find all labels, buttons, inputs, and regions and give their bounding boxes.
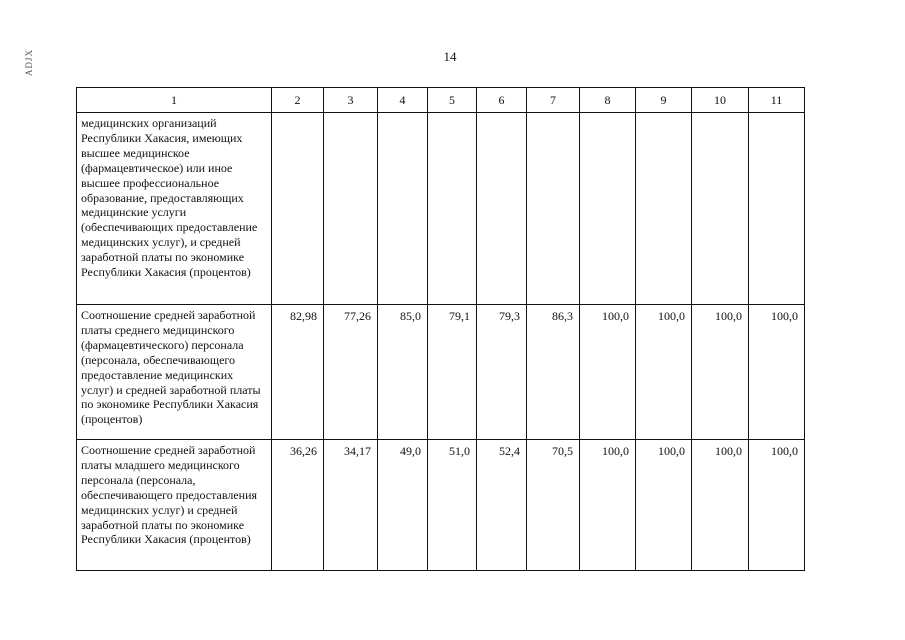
- value-cell: 100,0: [692, 305, 749, 440]
- table-row: [77, 113, 805, 305]
- value-cell: 79,1: [428, 305, 477, 440]
- column-header: 5: [428, 88, 477, 113]
- value-cell: [749, 113, 805, 305]
- value-cell: [428, 113, 477, 305]
- page-number: 14: [443, 49, 457, 64]
- value-cell: 86,3: [527, 305, 580, 440]
- value-cell: 85,0: [378, 305, 428, 440]
- column-header: 1: [77, 88, 272, 113]
- value-cell: 100,0: [580, 305, 636, 440]
- value-cell: 100,0: [749, 440, 805, 571]
- column-header: 3: [324, 88, 378, 113]
- column-header: 4: [378, 88, 428, 113]
- table-row: [77, 305, 805, 440]
- value-cell: 34,17: [324, 440, 378, 571]
- value-cell: [636, 113, 692, 305]
- row-label: медицинских организаций Республики Хакасия, имеющих высшее медицинское (фармацевтическое) или иное высшее профессиональное образование, предоставляющих медицинские услуги (обеспечивающих предоставление медицинских услуг), и средней заработной платы по экономике Республики Хакасия (процентов): [77, 113, 272, 305]
- value-cell: 100,0: [692, 440, 749, 571]
- value-cell: 100,0: [749, 305, 805, 440]
- value-cell: 100,0: [636, 440, 692, 571]
- table-row: [77, 440, 805, 571]
- value-cell: 82,98: [272, 305, 324, 440]
- value-cell: 70,5: [527, 440, 580, 571]
- value-cell: 77,26: [324, 305, 378, 440]
- value-cell: 52,4: [477, 440, 527, 571]
- value-cell: [272, 113, 324, 305]
- value-cell: 36,26: [272, 440, 324, 571]
- value-cell: 49,0: [378, 440, 428, 571]
- column-header: 8: [580, 88, 636, 113]
- column-header: 9: [636, 88, 692, 113]
- value-cell: [477, 113, 527, 305]
- column-header: 6: [477, 88, 527, 113]
- value-cell: 100,0: [636, 305, 692, 440]
- column-header: 7: [527, 88, 580, 113]
- value-cell: 100,0: [580, 440, 636, 571]
- column-header: 2: [272, 88, 324, 113]
- value-cell: 51,0: [428, 440, 477, 571]
- row-label: Соотношение средней заработной платы младшего медицинского персонала (персонала, обеспечивающего предоставления медицинских услуг) и средней заработной платы по экономике Республики Хакасия (процентов): [77, 440, 272, 571]
- side-margin-mark: ADJX: [24, 48, 34, 76]
- table-header-row: [77, 88, 805, 113]
- column-header: 11: [749, 88, 805, 113]
- column-header: 10: [692, 88, 749, 113]
- value-cell: [324, 113, 378, 305]
- value-cell: 79,3: [477, 305, 527, 440]
- value-cell: [692, 113, 749, 305]
- value-cell: [527, 113, 580, 305]
- value-cell: [580, 113, 636, 305]
- data-table: [76, 87, 805, 571]
- row-label: Соотношение средней заработной платы среднего медицинского (фармацевтического) персонала (персонала, обеспечивающего предоставление медицинских услуг) и средней заработной платы по экономике Республики Хакасия (процентов): [77, 305, 272, 440]
- value-cell: [378, 113, 428, 305]
